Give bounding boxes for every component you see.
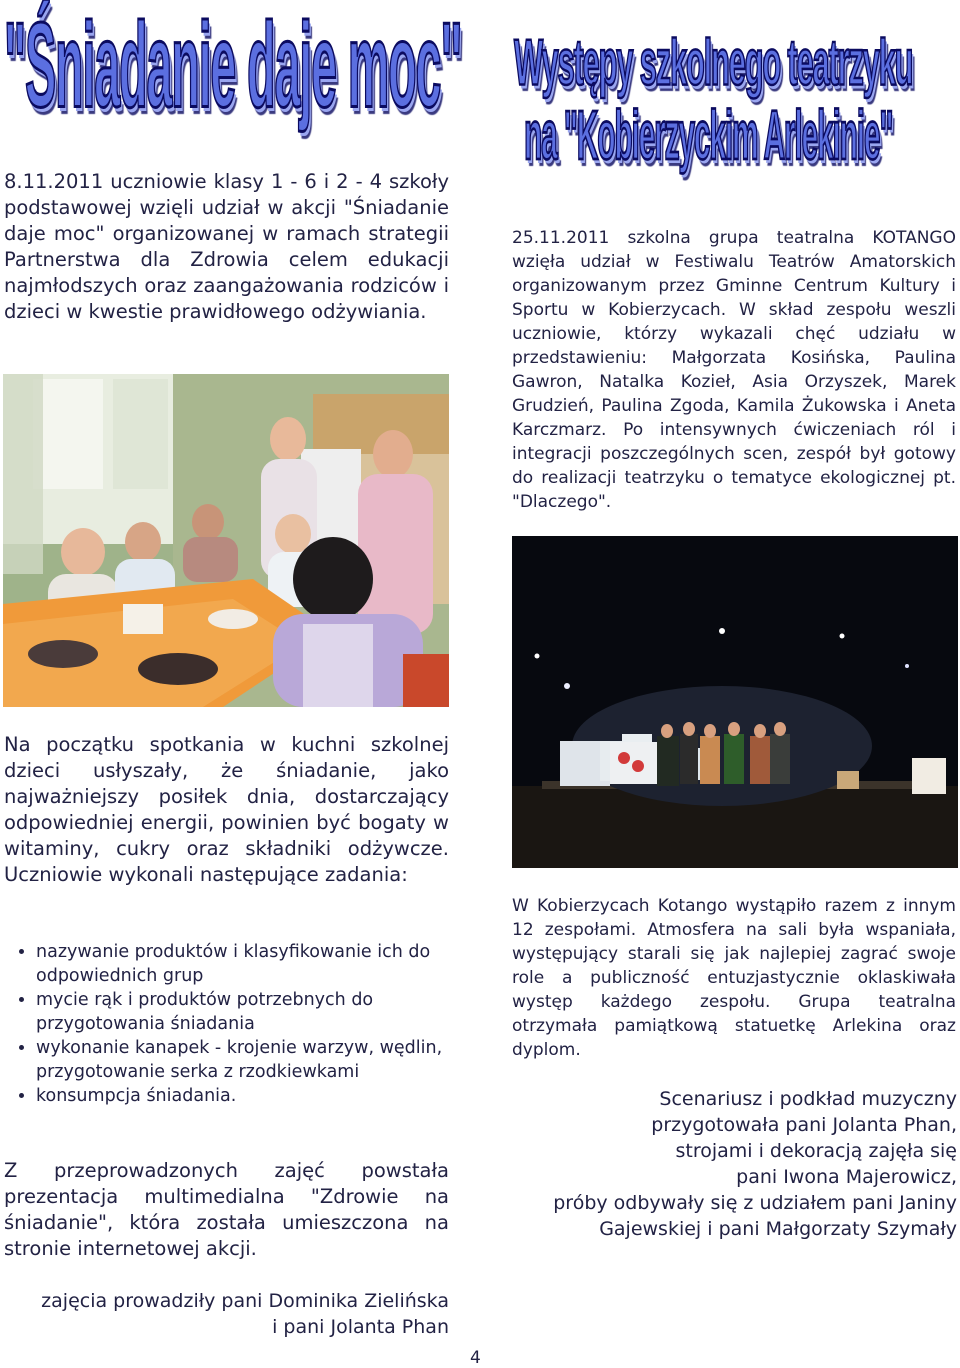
breakfast-photo	[3, 374, 449, 707]
left-title: "Śniadanie daje moc"	[4, 0, 462, 133]
list-item: • mycie rąk i produktów potrzebnych do przygotowania śniadania	[36, 988, 456, 1036]
right-title-line2: na "Kobierzyckim Arlekinie"	[524, 95, 893, 175]
left-intro-paragraph: 8.11.2011 uczniowie klasy 1 - 6 i 2 - 4 szkoły podstawowej wzięli udział w akcji "Śniadanie daje moc" organizowanej w ramach strategii Partnerstwa dla Zdrowia celem edukacji najmłodszych oraz zaangażowania rodziców i dzieci w kwestie prawidłowego odżywiania.	[4, 170, 449, 323]
breakfast-photo-illustration	[3, 374, 449, 707]
left-credit-line1: zajęcia prowadziły pani Dominika Zielińska	[41, 1290, 449, 1312]
list-item: • nazywanie produktów i klasyfikowanie ich do odpowiednich grup	[36, 940, 456, 988]
list-item: • wykonanie kanapek - krojenie warzyw, wędlin, przygotowanie serka z rzodkiewkami	[36, 1036, 456, 1084]
right-credits	[505, 1086, 957, 1242]
left-credit	[4, 1288, 449, 1340]
right-title-line1: Występy szkolnego teatrzyku	[514, 26, 913, 99]
right-credit-line: strojami i dekoracją zajęła się	[675, 1140, 957, 1162]
right-intro-paragraph: 25.11.2011 szkolna grupa teatralna KOTANGO wzięła udział w Festiwalu Teatrów Amatorskich organizowanym przez Gminne Centrum Kultury i Sportu w Kobierzycach. W skład zespołu weszli uczniowie, którzy wykazali chęć udziału w przedstawieniu: Małgorzata Kosińska, Paulina Gawron, Natalka Kozieł, Asia Orzyszek, Marek Grudzień, Paulina Zgoda, Kamila Żukowska i Aneta Karczmarz. Po intensywnych ćwiczeniach ról i integracji poszczególnych scen, zespół był gotowy do realizacji teatrzyku o tematyce ekologicznej pt. "Dlaczego".	[512, 228, 956, 512]
theatre-stage-photo-illustration	[512, 536, 958, 868]
right-credit-line: pani Iwona Majerowicz,	[736, 1166, 957, 1188]
right-credit-line: przygotowała pani Jolanta Phan,	[651, 1114, 957, 1136]
left-body-paragraph: Na początku spotkania w kuchni szkolnej dzieci usłyszały, że śniadanie, jako najważniejszy posiłek dnia, dostarczający odpowiedniej energii, powinien być bogaty w witaminy, cukry oraz składniki odżywcze. Uczniowie wykonali następujące zadania:	[4, 733, 449, 886]
left-summary-paragraph: Z przeprowadzonych zajęć powstała prezentacja multimedialna "Zdrowie na śniadanie", która została umieszczona na stronie internetowej akcji.	[4, 1159, 449, 1260]
list-item: • konsumpcja śniadania.	[36, 1084, 456, 1108]
page-number: 4	[470, 1348, 481, 1368]
theatre-stage-photo	[512, 536, 958, 868]
right-credit-line: próby odbywały się z udziałem pani Janiny	[553, 1192, 957, 1214]
right-credit-line: Gajewskiej i pani Małgorzaty Szymały	[599, 1218, 957, 1240]
right-credit-line: Scenariusz i podkład muzyczny	[659, 1088, 957, 1110]
left-credit-line2: i pani Jolanta Phan	[272, 1316, 449, 1338]
task-list	[6, 940, 456, 1108]
right-body-paragraph: W Kobierzycach Kotango wystąpiło razem z innym 12 zespołami. Atmosfera na sali była wspaniała, występujący starali się jak najlepiej zagrać swoje role a publiczność entuzjastycznie oklaskiwała występ każdego zespołu. Grupa teatralna otrzymała pamiątkową statuetkę Arlekina oraz dyplom.	[512, 896, 956, 1060]
